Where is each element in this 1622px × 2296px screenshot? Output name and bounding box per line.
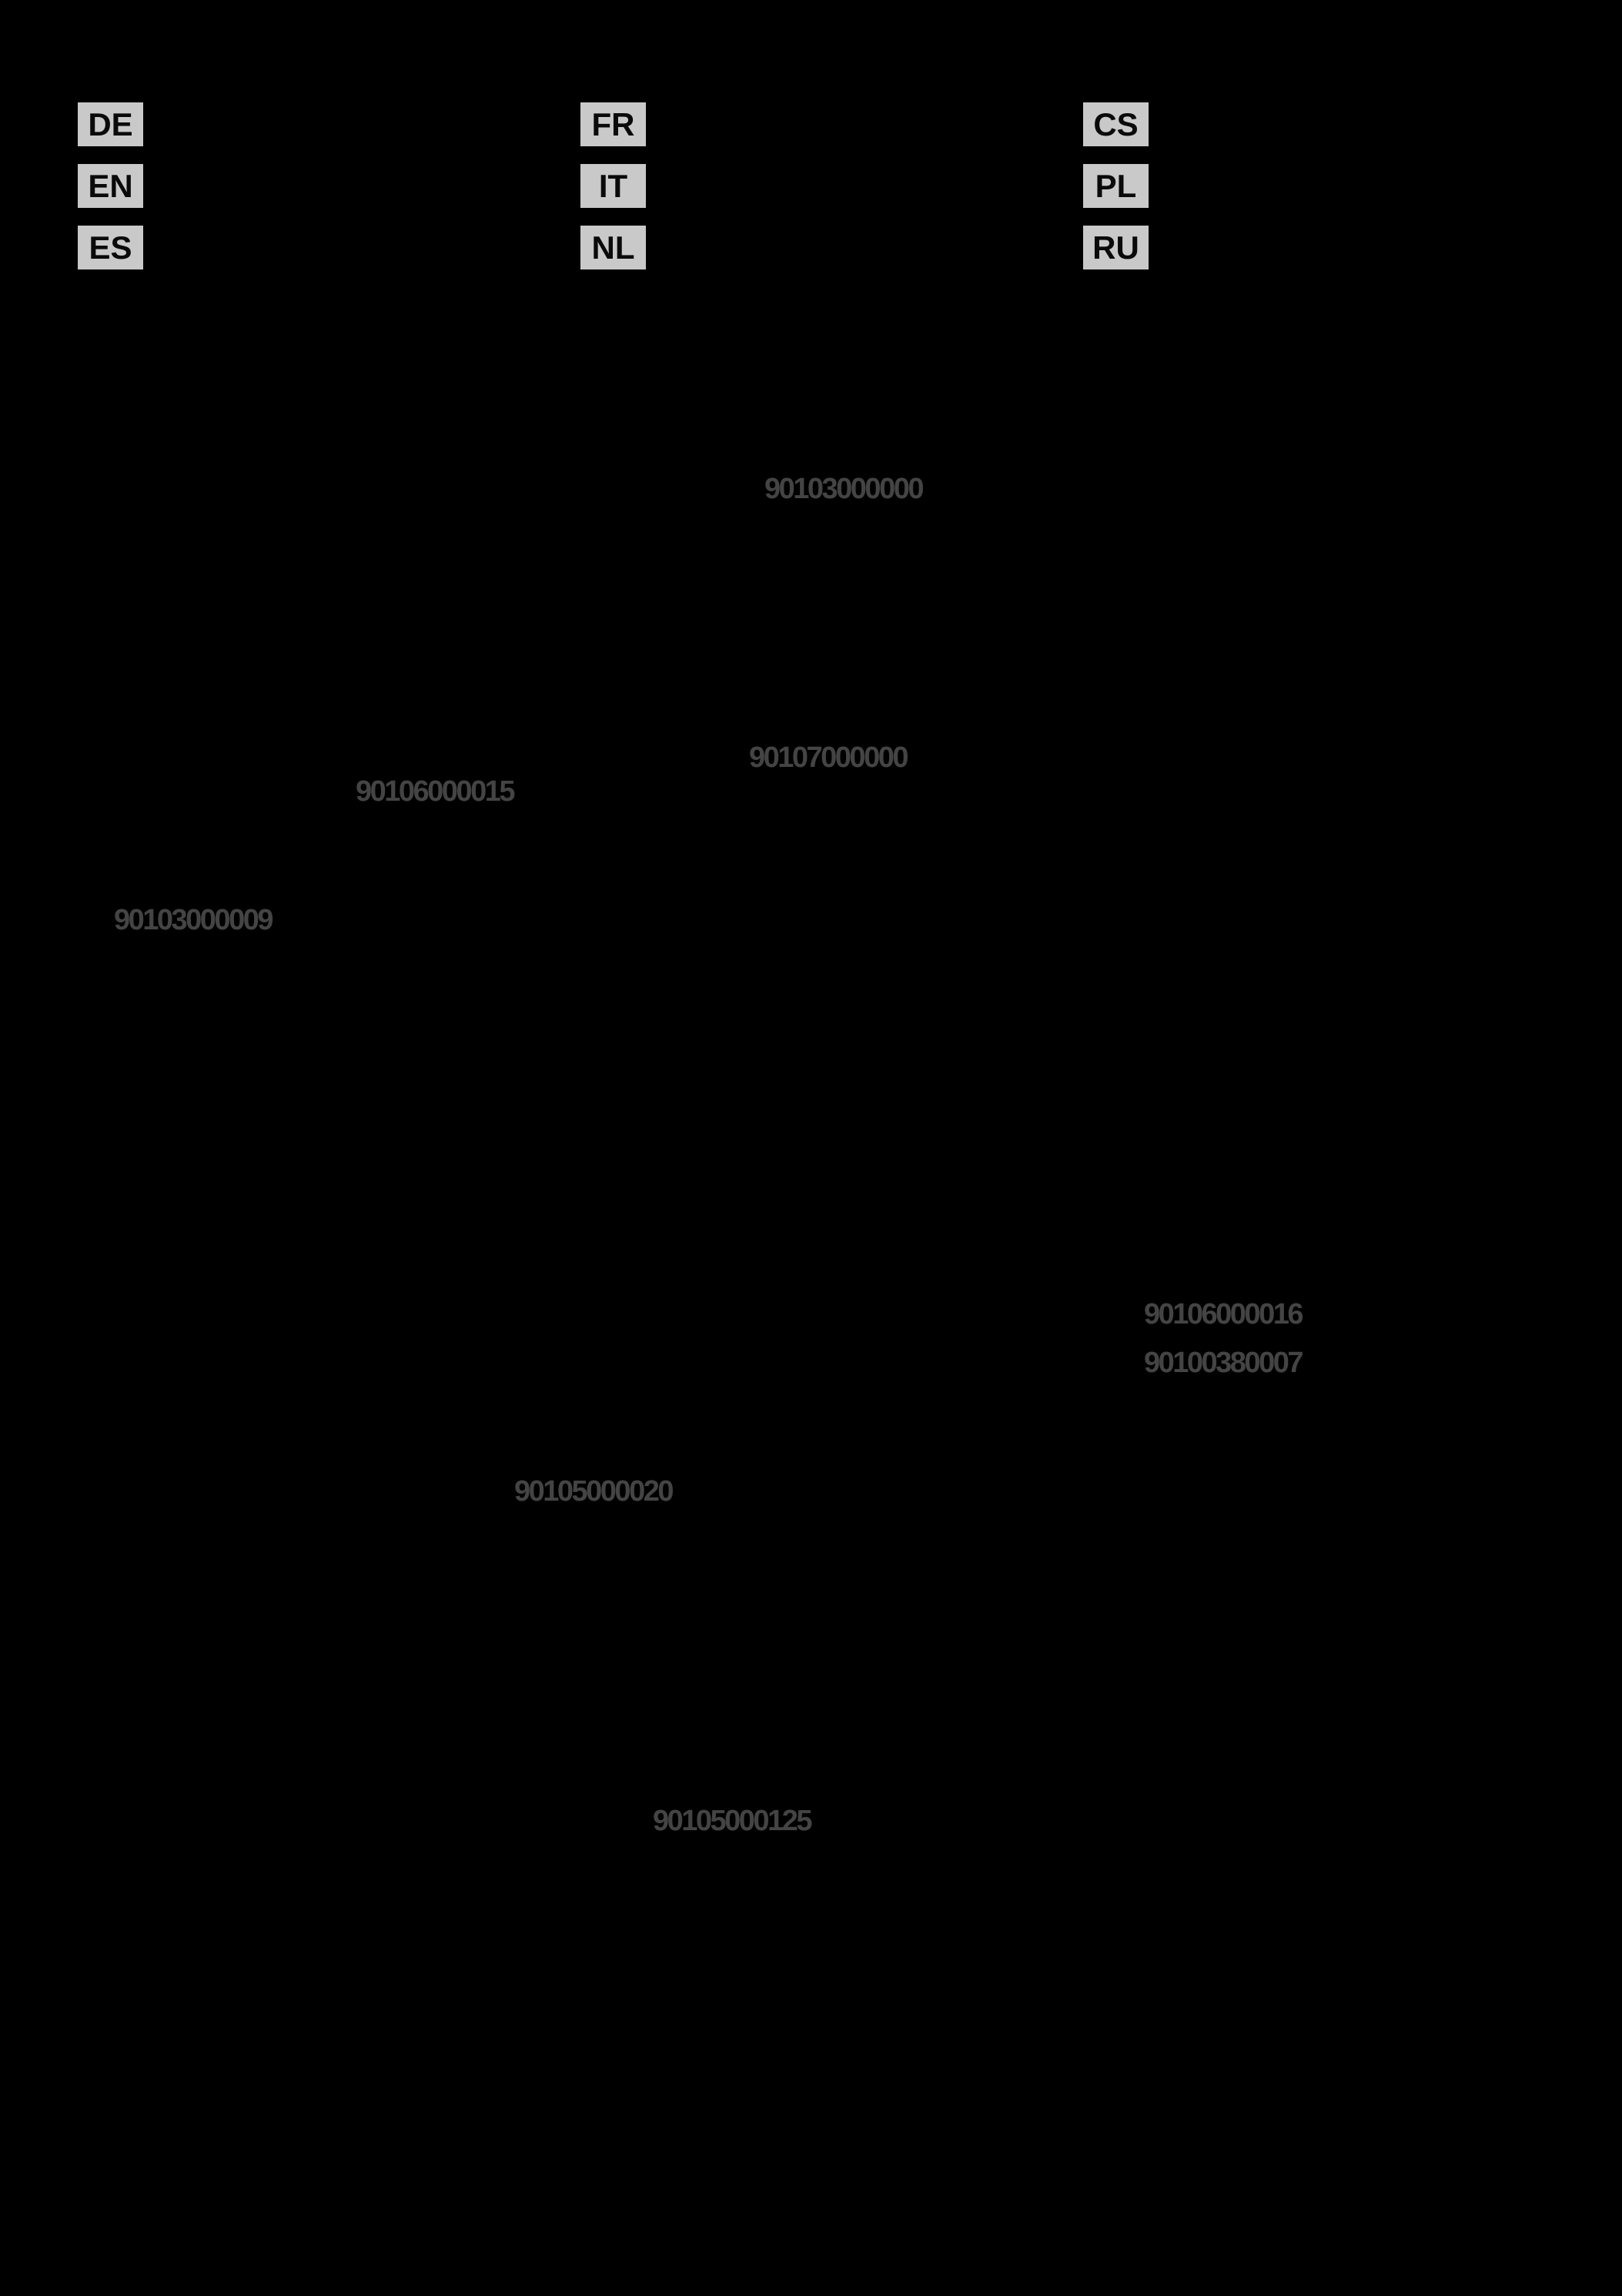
language-badge-es: ES <box>78 226 143 269</box>
language-badge-pl: PL <box>1083 164 1149 208</box>
language-column-2 <box>580 102 646 287</box>
language-badge-cs: CS <box>1083 102 1149 146</box>
language-column-3 <box>1083 102 1149 287</box>
language-badge-fr: FR <box>580 102 646 146</box>
language-badge-ru: RU <box>1083 226 1149 269</box>
part-number: 90107000000 <box>749 741 907 774</box>
part-number: 90106000015 <box>356 775 513 808</box>
language-badge-nl: NL <box>580 226 646 269</box>
language-column-1 <box>78 102 143 287</box>
part-number: 90105000125 <box>653 1805 811 1837</box>
language-badge-it: IT <box>580 164 646 208</box>
part-number: 90103000009 <box>114 904 272 936</box>
language-badge-de: DE <box>78 102 143 146</box>
part-number: 90100380007 <box>1144 1347 1302 1379</box>
language-badge-en: EN <box>78 164 143 208</box>
part-number: 90105000020 <box>514 1475 672 1508</box>
part-number: 90103000000 <box>764 473 922 505</box>
part-number: 90106000016 <box>1144 1298 1302 1330</box>
